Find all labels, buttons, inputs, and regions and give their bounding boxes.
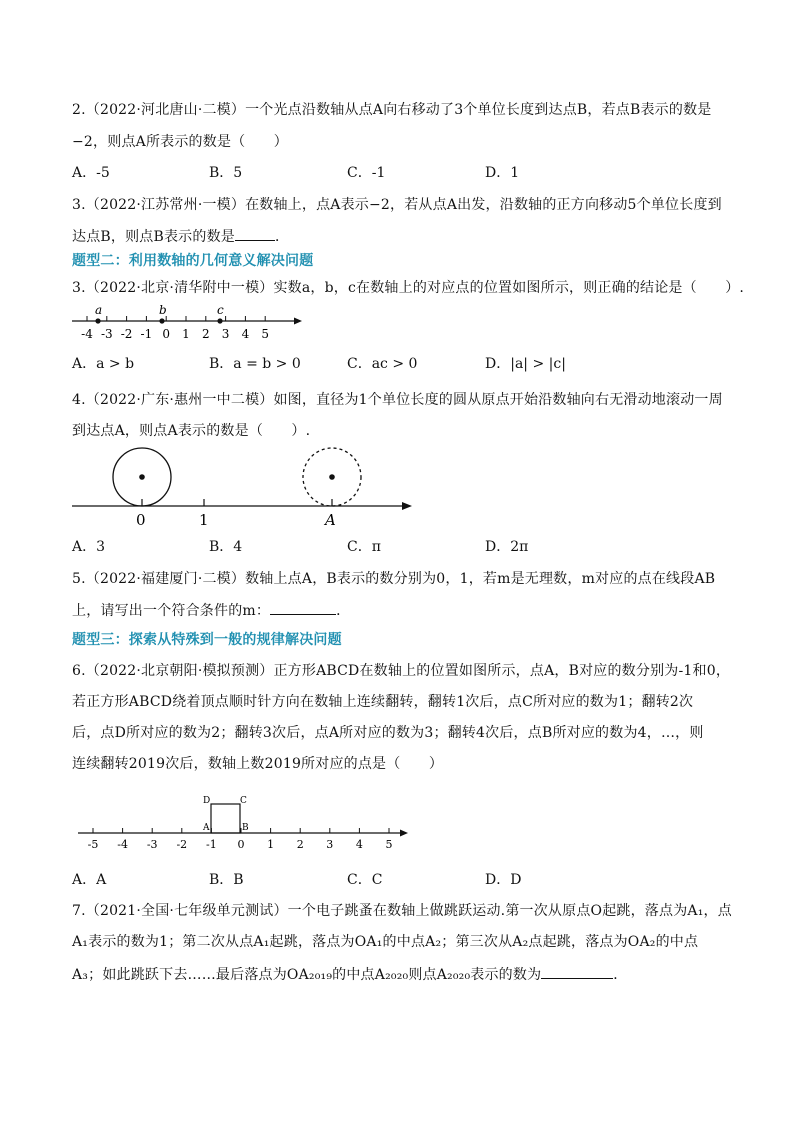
point-b-dot [159, 318, 164, 323]
point-c-dot [217, 318, 222, 323]
q3b-axis-tick-label: -1 [140, 327, 153, 341]
q3b-axis-tick-label: 5 [261, 327, 270, 341]
q2-option-a: A．-5 [72, 165, 110, 181]
q4-option-d: D．2π [485, 539, 529, 555]
q3b-option-a: A．a > b [72, 356, 135, 372]
q3b-line1: 3.（2022·北京·清华附中一模）实数a，b，c在数轴上的对应点的位置如图所示，则正确的结论是（ ）. [72, 280, 745, 296]
section-heading-3: 题型三：探索从特殊到一般的规律解决问题 [72, 632, 342, 648]
q6-line3: 后，点D所对应的数为2；翻转3次后，点A所对应的数为3；翻转4次后，点B所对应的数为4，…，则 [72, 725, 704, 741]
q3a-line2-text: 达点B，则点B表示的数是 [72, 229, 235, 245]
square-abcd [211, 804, 240, 833]
q6-axis-tick-label: 0 [237, 838, 245, 851]
q5-line1: 5.（2022·福建厦门·二模）数轴上点A，B表示的数分别为0，1，若m是无理数，m对应的点在线段AB [72, 571, 716, 587]
square-label-c: C [240, 796, 247, 806]
q3b-option-c: C．ac > 0 [347, 356, 418, 372]
q6-line1: 6.（2022·北京朝阳·模拟预测）正方形ABCD在数轴上的位置如图所示，点A，B对应的数分别为-1和0， [72, 663, 731, 679]
q7-line1: 7.（2021·全国·七年级单元测试）一个电子跳蚤在数轴上做跳跃运动.第一次从原点O起跳，落点为A₁，点 [72, 903, 732, 919]
square-label-d: D [203, 796, 211, 806]
q6-axis-tick-label: -3 [146, 838, 158, 851]
q3b-axis-tick-label: 3 [221, 327, 230, 341]
q3b-axis-tick-label: -3 [100, 327, 113, 341]
q7-line3-end: ． [613, 967, 628, 983]
q3b-axis-tick-label: 4 [241, 327, 250, 341]
q4-option-a: A．3 [72, 539, 106, 555]
label-a: A [325, 511, 336, 529]
square-label-a: A [203, 823, 210, 833]
q6-option-a: A．A [72, 872, 107, 888]
q3b-number-line [66, 300, 316, 344]
q3b-axis-tick-label: -4 [81, 327, 93, 341]
q5-line2-end: ． [336, 603, 351, 619]
q7-line3 [72, 964, 627, 985]
q4-line2: 到达点A，则点A表示的数是（ ）. [72, 423, 311, 439]
q3a-line2 [72, 226, 289, 247]
q2-option-c: C．-1 [347, 165, 386, 181]
q3b-axis-tick-label: 1 [182, 327, 190, 341]
q6-axis-tick-label: 3 [326, 838, 334, 851]
q7-line2: A₁表示的数为1；第二次从点A₁起跳，落点为OA₁的中点A₂；第三次从A₂点起跳，落点为OA₂的中点 [72, 934, 699, 950]
q7-line3-text: A₃；如此跳跃下去……最后落点为OA₂₀₁₉的中点A₂₀₂₀则点A₂₀₂₀表示的数为 [72, 967, 542, 983]
q6-option-b: B．B [209, 872, 244, 888]
q6-axis-tick-label: 2 [296, 838, 304, 851]
q4-option-c: C．π [347, 539, 381, 555]
q6-line4: 连续翻转2019次后，数轴上数2019所对应的点是（ ） [72, 756, 444, 772]
label-one: 1 [199, 511, 209, 529]
q6-option-d: D．D [485, 872, 522, 888]
q4-option-b: B．4 [209, 539, 243, 555]
q2-line2: −2，则点A所表示的数是（ ） [72, 134, 288, 150]
q6-axis-tick-label: 1 [267, 838, 275, 851]
q6-axis-tick-label: -4 [117, 838, 128, 851]
point-a-label: a [95, 303, 103, 317]
q4-diagram [66, 440, 426, 530]
q3b-axis-tick-label: 0 [162, 327, 171, 341]
q6-axis-tick-label: -5 [87, 838, 99, 851]
q3b-option-b: B．a = b > 0 [209, 356, 301, 372]
q6-axis-tick-label: -1 [206, 838, 217, 851]
point-b-label: b [159, 303, 167, 317]
q6-axis-tick-label: -2 [176, 838, 188, 851]
q6-option-c: C．C [347, 872, 383, 888]
q3a-line2-end: ． [274, 229, 290, 245]
answer-blank [270, 600, 336, 615]
q2-line1: 2.（2022·河北唐山·二模）一个光点沿数轴从点A向右移动了3个单位长度到达点B，若点B表示的数是 [72, 102, 712, 118]
answer-blank [235, 226, 275, 241]
point-c-label: c [217, 303, 224, 317]
q3b-axis-tick-label: -2 [120, 327, 133, 341]
q6-line2: 若正方形ABCD绕着顶点顺时针方向在数轴上连续翻转，翻转1次后，点C所对应的数为1；翻转2次 [72, 694, 694, 710]
q2-option-b: B．5 [209, 165, 243, 181]
answer-blank [541, 964, 613, 979]
q6-axis-tick-label: 5 [385, 838, 393, 851]
q6-axis-tick-label: 4 [355, 838, 363, 851]
square-label-b: B [242, 823, 249, 833]
label-zero: 0 [136, 511, 146, 529]
q6-diagram [72, 790, 417, 852]
q3b-option-d: D．|a| > |c| [485, 356, 566, 372]
q3a-line1: 3.（2022·江苏常州·一模）在数轴上，点A表示−2，若从点A出发，沿数轴的正方向移动5个单位长度到 [72, 197, 722, 213]
q2-option-d: D．1 [485, 165, 520, 181]
q3b-axis-tick-label: 2 [201, 327, 210, 341]
section-heading-2: 题型二：利用数轴的几何意义解决问题 [72, 253, 314, 269]
q5-line2-text: 上，请写出一个符合条件的m： [72, 603, 271, 619]
q5-line2 [72, 600, 350, 621]
q4-line1: 4.（2022·广东·惠州一中二模）如图，直径为1个单位长度的圆从原点开始沿数轴向右无滑动地滚动一周 [72, 392, 723, 408]
point-a-dot [95, 318, 100, 323]
